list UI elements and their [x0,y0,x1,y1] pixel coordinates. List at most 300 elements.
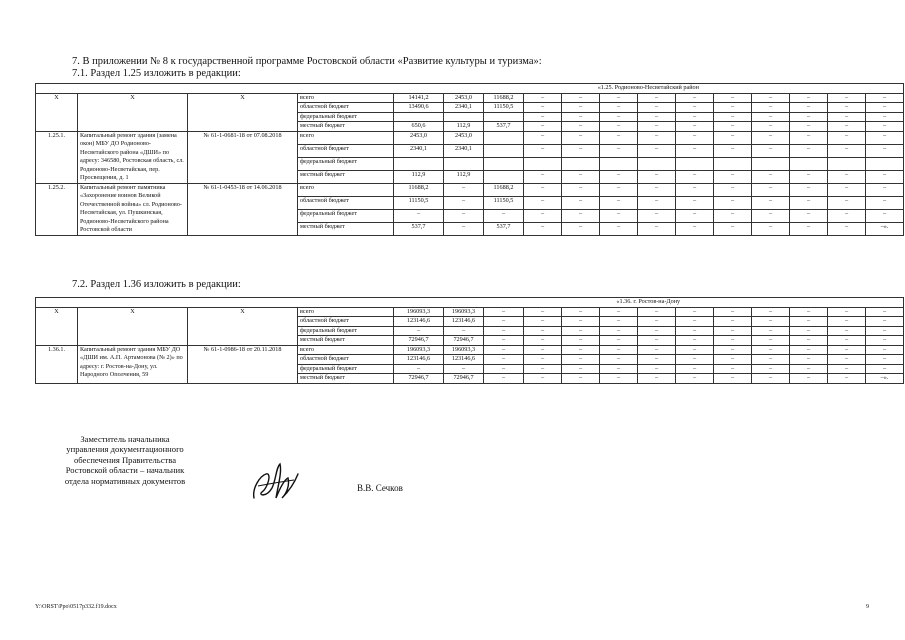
amount-cell: – [484,326,524,336]
year-cell: – [600,144,638,157]
year-cell: – [714,222,752,235]
year-cell: – [752,103,790,113]
funding-source: всего [298,345,394,355]
year-cell: – [828,326,866,336]
year-cell: – [752,122,790,132]
year-cell: – [562,103,600,113]
year-cell: – [866,144,904,157]
year-cell: – [562,183,600,196]
year-cell: – [562,355,600,365]
year-cell: – [714,196,752,209]
amount-cell: 537,7 [394,222,444,235]
year-cell: – [524,317,562,327]
amount-cell: 2340,1 [444,103,484,113]
year-cell: – [866,355,904,365]
year-cell: – [752,326,790,336]
year-cell: – [752,355,790,365]
footer-file-path: Y:\ORST\Ppo\0517p332.f19.docx [35,604,117,610]
year-cell: – [752,364,790,374]
year-cell: – [752,131,790,144]
year-cell: – [600,170,638,183]
year-cell: – [638,183,676,196]
amount-cell: – [444,209,484,222]
year-cell: – [562,93,600,103]
year-cell [676,157,714,170]
year-cell: – [676,345,714,355]
amount-cell: 123146,6 [394,317,444,327]
object-name: Х [78,307,188,345]
amount-cell [444,157,484,170]
amount-cell: 650,6 [394,122,444,132]
year-cell: – [714,326,752,336]
year-cell: – [714,103,752,113]
funding-source: областной бюджет [298,196,394,209]
year-cell: – [866,183,904,196]
year-cell: – [638,222,676,235]
year-cell: – [676,93,714,103]
amount-cell: 2453,0 [444,131,484,144]
year-cell: – [790,209,828,222]
year-cell: – [828,170,866,183]
year-cell: – [524,364,562,374]
year-cell: – [676,326,714,336]
funding-source: областной бюджет [298,144,394,157]
amount-cell: 2340,1 [394,144,444,157]
year-cell: – [524,209,562,222]
year-cell: – [866,93,904,103]
year-cell: – [638,364,676,374]
year-cell: – [524,170,562,183]
year-cell: – [562,364,600,374]
year-cell: – [600,364,638,374]
funding-source: областной бюджет [298,103,394,113]
year-cell: – [638,112,676,122]
year-cell: – [676,222,714,235]
amount-cell: 196093,3 [444,345,484,355]
year-cell: – [714,170,752,183]
amount-cell: – [484,355,524,365]
year-cell: – [676,307,714,317]
year-cell: – [600,103,638,113]
year-cell: – [714,144,752,157]
year-cell: – [714,374,752,384]
year-cell: – [866,122,904,132]
year-cell: – [600,307,638,317]
year-cell: – [866,209,904,222]
funding-source: всего [298,307,394,317]
year-cell: – [828,336,866,346]
year-cell: – [676,103,714,113]
year-cell: – [524,374,562,384]
amount-cell: 13490,6 [394,103,444,113]
year-cell: – [600,374,638,384]
amount-cell: – [444,183,484,196]
year-cell: – [828,317,866,327]
amount-cell: 72946,7 [444,336,484,346]
amount-cell [484,112,524,122]
year-cell: – [828,93,866,103]
row-number: Х [36,93,78,131]
year-cell: – [790,326,828,336]
expertise-conclusion: № 61-1-0986-18 от 20.11.2018 [188,345,298,383]
year-cell: – [828,131,866,144]
year-cell: – [638,93,676,103]
year-cell: – [752,307,790,317]
year-cell: – [676,336,714,346]
year-cell: – [752,183,790,196]
year-cell: – [676,122,714,132]
year-cell: – [600,131,638,144]
year-cell: – [714,131,752,144]
year-cell: – [790,170,828,183]
year-cell: – [790,131,828,144]
funding-source: местный бюджет [298,374,394,384]
year-cell: – [828,112,866,122]
year-cell: – [828,374,866,384]
year-cell: – [752,209,790,222]
year-cell: – [866,336,904,346]
year-cell: – [828,364,866,374]
year-cell: – [600,122,638,132]
amount-cell: 11150,5 [394,196,444,209]
year-cell [790,157,828,170]
funding-source: местный бюджет [298,122,394,132]
year-cell: – [638,317,676,327]
funding-source: федеральный бюджет [298,157,394,170]
year-cell: – [790,374,828,384]
year-cell: – [752,374,790,384]
year-cell: – [790,317,828,327]
year-cell: – [752,93,790,103]
amount-cell [394,112,444,122]
year-cell [562,157,600,170]
year-cell: – [752,170,790,183]
year-cell: – [828,355,866,365]
year-cell: – [638,122,676,132]
year-cell: – [600,196,638,209]
funding-source: федеральный бюджет [298,364,394,374]
year-cell: – [790,93,828,103]
amount-cell: 537,7 [484,222,524,235]
year-cell: – [828,144,866,157]
amount-cell: 11150,5 [484,103,524,113]
amount-cell: – [484,374,524,384]
amount-cell: 11688,2 [394,183,444,196]
year-cell: – [638,326,676,336]
object-name: Х [78,93,188,131]
amount-cell: – [394,209,444,222]
year-cell: – [638,336,676,346]
amount-cell: – [484,317,524,327]
year-cell: – [524,222,562,235]
year-cell: – [600,183,638,196]
amount-cell [444,112,484,122]
year-cell: – [790,364,828,374]
funding-source: местный бюджет [298,170,394,183]
amount-cell: 123146,6 [444,317,484,327]
year-cell: – [638,307,676,317]
amount-cell: 11688,2 [484,183,524,196]
page-number: 9 [866,604,869,610]
year-cell: – [562,345,600,355]
year-cell: – [524,103,562,113]
year-cell: – [866,307,904,317]
year-cell: – [676,355,714,365]
year-cell: – [562,307,600,317]
funding-source: всего [298,93,394,103]
intro-item-7-2: 7.2. Раздел 1.36 изложить в редакции: [72,279,241,290]
funding-source: областной бюджет [298,355,394,365]
year-cell: – [714,209,752,222]
amount-cell: 72946,7 [394,336,444,346]
year-cell: – [714,317,752,327]
year-cell: – [790,336,828,346]
row-number: 1.25.1. [36,131,78,183]
year-cell: – [866,345,904,355]
year-cell: – [638,103,676,113]
year-cell: – [828,103,866,113]
year-cell: – [828,345,866,355]
funding-source: всего [298,183,394,196]
year-cell: – [638,196,676,209]
amount-cell: – [394,326,444,336]
year-cell: – [714,345,752,355]
row-number: 1.25.2. [36,183,78,235]
funding-source: федеральный бюджет [298,209,394,222]
intro-item-7-1: 7.1. Раздел 1.25 изложить в редакции: [72,68,241,79]
year-cell [638,157,676,170]
amount-cell: 72946,7 [394,374,444,384]
year-cell: – [676,317,714,327]
amount-cell: 123146,6 [444,355,484,365]
year-cell: – [638,209,676,222]
year-cell: – [524,122,562,132]
year-cell: – [638,374,676,384]
funding-source: местный бюджет [298,222,394,235]
year-cell: – [600,345,638,355]
section-1-36-table [35,297,904,384]
object-name: Капитальный ремонт памятника «Захоронение воинов Великой Отечественной войны» сл. Родионово-Несветайская, ул. Пушкинская, Родионово-Несветайского района Ростовской области [78,183,188,235]
year-cell: – [524,345,562,355]
amount-cell: 196093,3 [394,345,444,355]
year-cell: – [562,374,600,384]
row-number: Х [36,307,78,345]
year-cell: – [790,355,828,365]
year-cell: – [600,222,638,235]
object-name: Капитальный ремонт здания (замена окон) МБУ ДО Родионово-Несветайского района «ДШИ» по адресу: 346580, Ростовская область, сл. Родионово-Несветайская, пер. Просвещения, д. 1 [78,131,188,183]
year-cell: – [600,93,638,103]
amount-cell: – [484,345,524,355]
table-row [36,183,904,196]
year-cell: – [714,355,752,365]
year-cell [828,157,866,170]
year-cell: – [600,336,638,346]
expertise-conclusion: Х [188,93,298,131]
funding-source: местный бюджет [298,336,394,346]
year-cell: – [790,112,828,122]
year-cell: – [866,317,904,327]
section-1-25-table [35,83,904,236]
year-cell: – [790,122,828,132]
funding-source: федеральный бюджет [298,326,394,336]
section-caption: «1.36. г. Ростов-на-Дону [394,298,904,308]
year-cell: – [524,131,562,144]
amount-cell [484,157,524,170]
table-row [36,307,904,317]
amount-cell: 112,9 [394,170,444,183]
year-cell: – [714,336,752,346]
amount-cell: – [444,222,484,235]
year-cell: – [752,222,790,235]
year-cell: – [676,183,714,196]
table-row [36,345,904,355]
year-cell: – [828,307,866,317]
amount-cell: 537,7 [484,122,524,132]
year-cell: – [676,112,714,122]
year-cell: – [562,222,600,235]
year-cell: – [866,131,904,144]
year-cell: – [790,144,828,157]
year-cell: – [676,170,714,183]
year-cell: – [524,326,562,336]
year-cell: – [638,355,676,365]
year-cell: – [828,122,866,132]
amount-cell: 196093,3 [394,307,444,317]
year-cell: – [676,196,714,209]
funding-source: федеральный бюджет [298,112,394,122]
year-cell: – [790,345,828,355]
year-cell: – [562,144,600,157]
amount-cell: 14141,2 [394,93,444,103]
year-cell: – [828,196,866,209]
year-cell: – [638,170,676,183]
year-cell: – [790,196,828,209]
year-cell: – [752,336,790,346]
year-cell: – [790,103,828,113]
year-cell: – [524,355,562,365]
amount-cell: 196093,3 [444,307,484,317]
amount-cell: – [484,209,524,222]
row-number: 1.36.1. [36,345,78,383]
amount-cell: – [394,364,444,374]
year-cell: – [600,355,638,365]
amount-cell: – [444,364,484,374]
amount-cell: – [444,196,484,209]
year-cell: – [866,196,904,209]
funding-source: областной бюджет [298,317,394,327]
amount-cell: 2453,0 [394,131,444,144]
expertise-conclusion: Х [188,307,298,345]
year-cell: – [562,336,600,346]
amount-cell [484,170,524,183]
year-cell: – [562,326,600,336]
year-cell [600,157,638,170]
year-cell: – [562,131,600,144]
intro-item-7: 7. В приложении № 8 к государственной программе Ростовской области «Развитие культуры и туризма»: [72,56,542,67]
year-cell: – [714,93,752,103]
year-cell: – [524,112,562,122]
expertise-conclusion: № 61-1-0453-18 от 14.06.2018 [188,183,298,235]
handwritten-signature [246,458,306,508]
object-name: Капитальный ремонт здания МБУ ДО «ДШИ им. А.П. Артамонова (№ 2)» по адресу: г. Ростов-на-Дону, ул. Народного Ополчения, 59 [78,345,188,383]
year-cell: – [524,183,562,196]
table-row [36,131,904,144]
year-cell: –». [866,222,904,235]
year-cell: – [676,364,714,374]
amount-cell: 72946,7 [444,374,484,384]
year-cell: – [828,183,866,196]
year-cell: – [524,144,562,157]
amount-cell: 2453,0 [444,93,484,103]
year-cell: – [600,112,638,122]
year-cell: – [676,144,714,157]
year-cell: – [752,345,790,355]
year-cell: – [714,364,752,374]
year-cell: – [752,112,790,122]
year-cell: – [866,112,904,122]
year-cell: – [714,307,752,317]
year-cell: – [790,183,828,196]
section-caption: «1.25. Родионово-Несветайский район [394,84,904,94]
year-cell: – [828,222,866,235]
year-cell: – [600,326,638,336]
year-cell: – [562,122,600,132]
year-cell: – [714,112,752,122]
year-cell: – [638,345,676,355]
amount-cell: – [484,364,524,374]
year-cell [866,157,904,170]
year-cell: – [866,326,904,336]
year-cell: – [562,196,600,209]
amount-cell: 112,9 [444,170,484,183]
year-cell: – [866,364,904,374]
amount-cell: 11688,2 [484,93,524,103]
amount-cell: – [484,307,524,317]
year-cell [714,157,752,170]
year-cell: – [524,307,562,317]
year-cell: – [600,209,638,222]
year-cell: – [866,170,904,183]
year-cell: – [638,131,676,144]
amount-cell: 123146,6 [394,355,444,365]
funding-source: всего [298,131,394,144]
year-cell: – [676,209,714,222]
year-cell: – [676,131,714,144]
signatory-name: В.В. Сечков [357,483,403,493]
amount-cell [484,144,524,157]
year-cell: – [828,209,866,222]
year-cell: – [524,336,562,346]
year-cell: – [714,122,752,132]
year-cell: – [524,196,562,209]
amount-cell: – [444,326,484,336]
year-cell: – [752,144,790,157]
amount-cell: 11150,5 [484,196,524,209]
expertise-conclusion: № 61-1-0681-18 от 07.08.2018 [188,131,298,183]
year-cell: – [790,222,828,235]
year-cell: – [790,307,828,317]
year-cell: – [524,93,562,103]
year-cell: – [562,112,600,122]
year-cell: – [638,144,676,157]
amount-cell [484,131,524,144]
year-cell: – [562,317,600,327]
year-cell: – [562,209,600,222]
amount-cell [394,157,444,170]
year-cell: – [676,374,714,384]
amount-cell: 112,9 [444,122,484,132]
year-cell: – [752,317,790,327]
